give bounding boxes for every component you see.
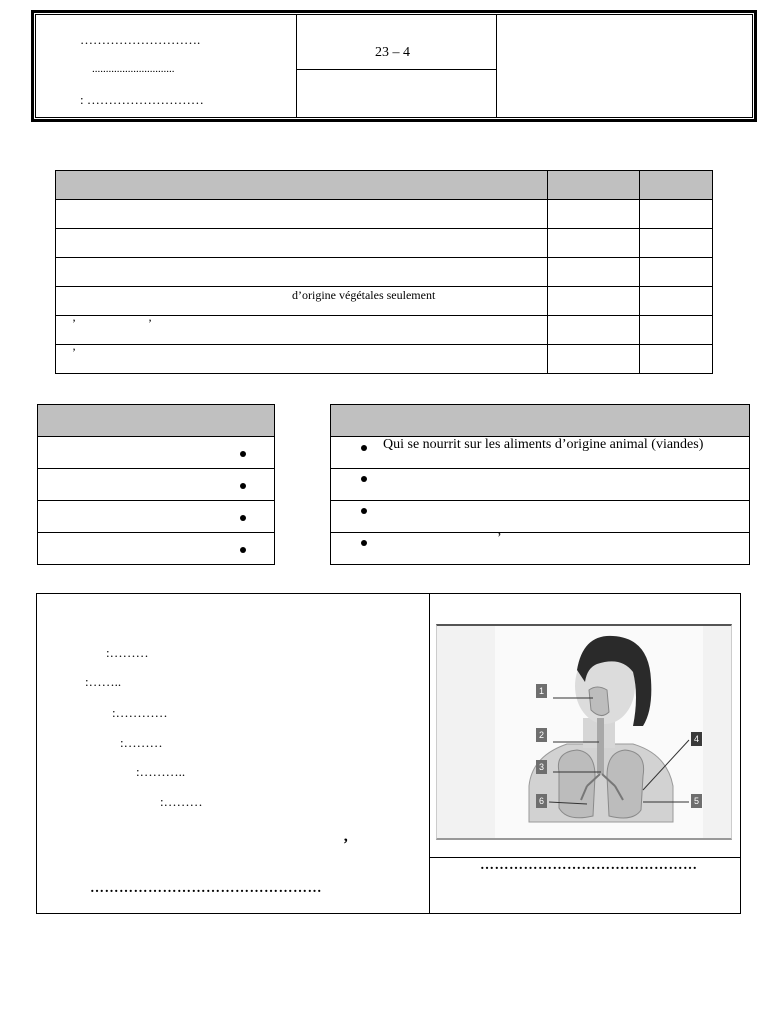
organ-answer-1[interactable]: :……… xyxy=(106,645,149,660)
respiratory-illustration xyxy=(437,626,731,838)
figure-label-1: 1 xyxy=(536,684,547,698)
matching-item xyxy=(38,469,275,501)
header-cell xyxy=(56,171,548,200)
definition-text: Qui se nourrit sur les aliments d’origine animal (viandes) xyxy=(383,437,704,452)
answer-cell[interactable] xyxy=(547,229,640,258)
header-divider-left xyxy=(296,14,297,118)
bullet-dot[interactable] xyxy=(240,515,246,521)
statement-text: d’origine végétales seulement xyxy=(292,288,436,302)
student-name-field[interactable]: ………………………. xyxy=(80,32,201,47)
apostrophe-mark: ’ xyxy=(148,316,152,330)
answer-cell[interactable] xyxy=(547,345,640,374)
table-header-row xyxy=(331,405,750,437)
respiratory-system-figure xyxy=(436,624,732,840)
table-row xyxy=(331,501,750,533)
answer-cell[interactable] xyxy=(640,287,713,316)
student-class-field[interactable]: .............................. xyxy=(92,63,175,75)
answer-cell[interactable] xyxy=(640,258,713,287)
bullet-dot[interactable] xyxy=(240,483,246,489)
apostrophe-mark: ’ xyxy=(72,316,76,330)
true-false-table xyxy=(55,170,713,374)
table-row xyxy=(56,345,713,374)
trachea-shape xyxy=(597,718,604,774)
figure-label-6: 6 xyxy=(536,794,547,808)
table-row xyxy=(331,533,750,565)
airway-shape xyxy=(589,687,609,716)
matching-item xyxy=(331,469,750,501)
organ-answer-5[interactable]: :……….. xyxy=(136,764,186,779)
table-row xyxy=(56,229,713,258)
organ-answer-6[interactable]: :……… xyxy=(160,794,203,809)
matching-right-table xyxy=(330,404,750,565)
figure-label-4: 4 xyxy=(691,732,702,746)
statement-cell xyxy=(56,258,548,287)
matching-item xyxy=(331,501,750,533)
bullet-dot[interactable] xyxy=(361,540,367,546)
answer-line-left[interactable]: ………………………………………… xyxy=(90,881,322,896)
bottom-divider xyxy=(429,593,430,914)
header-cell xyxy=(38,405,275,437)
answer-cell[interactable] xyxy=(547,258,640,287)
matching-item xyxy=(38,533,275,565)
table-row xyxy=(38,501,275,533)
apostrophe-mark: ’ xyxy=(72,345,76,359)
matching-left-table xyxy=(37,404,275,565)
organ-answer-2[interactable]: :…….. xyxy=(85,674,122,689)
organ-answer-4[interactable]: :……… xyxy=(120,735,163,750)
table-row xyxy=(38,533,275,565)
table-row xyxy=(56,316,713,345)
table-header-row xyxy=(56,171,713,200)
table-header-row xyxy=(38,405,275,437)
header-cell xyxy=(640,171,713,200)
statement-cell xyxy=(56,200,548,229)
statement-cell xyxy=(56,316,548,345)
school-year: 23 – 4 xyxy=(375,45,410,60)
statement-cell xyxy=(56,229,548,258)
answer-cell[interactable] xyxy=(547,316,640,345)
matching-item xyxy=(38,437,275,469)
comma-mark: ’ xyxy=(343,836,349,853)
answer-cell[interactable] xyxy=(640,316,713,345)
table-row xyxy=(56,287,713,316)
table-row xyxy=(38,437,275,469)
header-divider-right xyxy=(496,14,497,118)
table-row xyxy=(56,258,713,287)
bullet-dot[interactable] xyxy=(361,508,367,514)
answer-cell[interactable] xyxy=(640,345,713,374)
student-number-field[interactable]: : ……………………… xyxy=(80,92,204,107)
organ-answer-3[interactable]: :………… xyxy=(112,705,168,720)
matching-item xyxy=(331,533,750,565)
matching-item xyxy=(38,501,275,533)
table-row xyxy=(331,437,750,469)
matching-item xyxy=(331,437,750,469)
table-row xyxy=(331,469,750,501)
header-cell xyxy=(547,171,640,200)
apostrophe-mark: ’ xyxy=(497,531,502,546)
header-divider-middle xyxy=(296,69,496,70)
statement-cell xyxy=(56,345,548,374)
figure-label-2: 2 xyxy=(536,728,547,742)
answer-cell[interactable] xyxy=(547,287,640,316)
statement-cell xyxy=(56,287,548,316)
answer-cell[interactable] xyxy=(640,200,713,229)
answer-cell[interactable] xyxy=(547,200,640,229)
bullet-dot[interactable] xyxy=(240,547,246,553)
answer-cell[interactable] xyxy=(640,229,713,258)
figure-label-3: 3 xyxy=(536,760,547,774)
header-cell xyxy=(331,405,750,437)
figure-label-5: 5 xyxy=(691,794,702,808)
table-row xyxy=(56,200,713,229)
bullet-dot[interactable] xyxy=(361,476,367,482)
table-row xyxy=(38,469,275,501)
answer-line-right[interactable]: ……………………………………… xyxy=(480,858,698,873)
bullet-dot[interactable] xyxy=(240,451,246,457)
bullet-dot[interactable] xyxy=(361,445,367,451)
